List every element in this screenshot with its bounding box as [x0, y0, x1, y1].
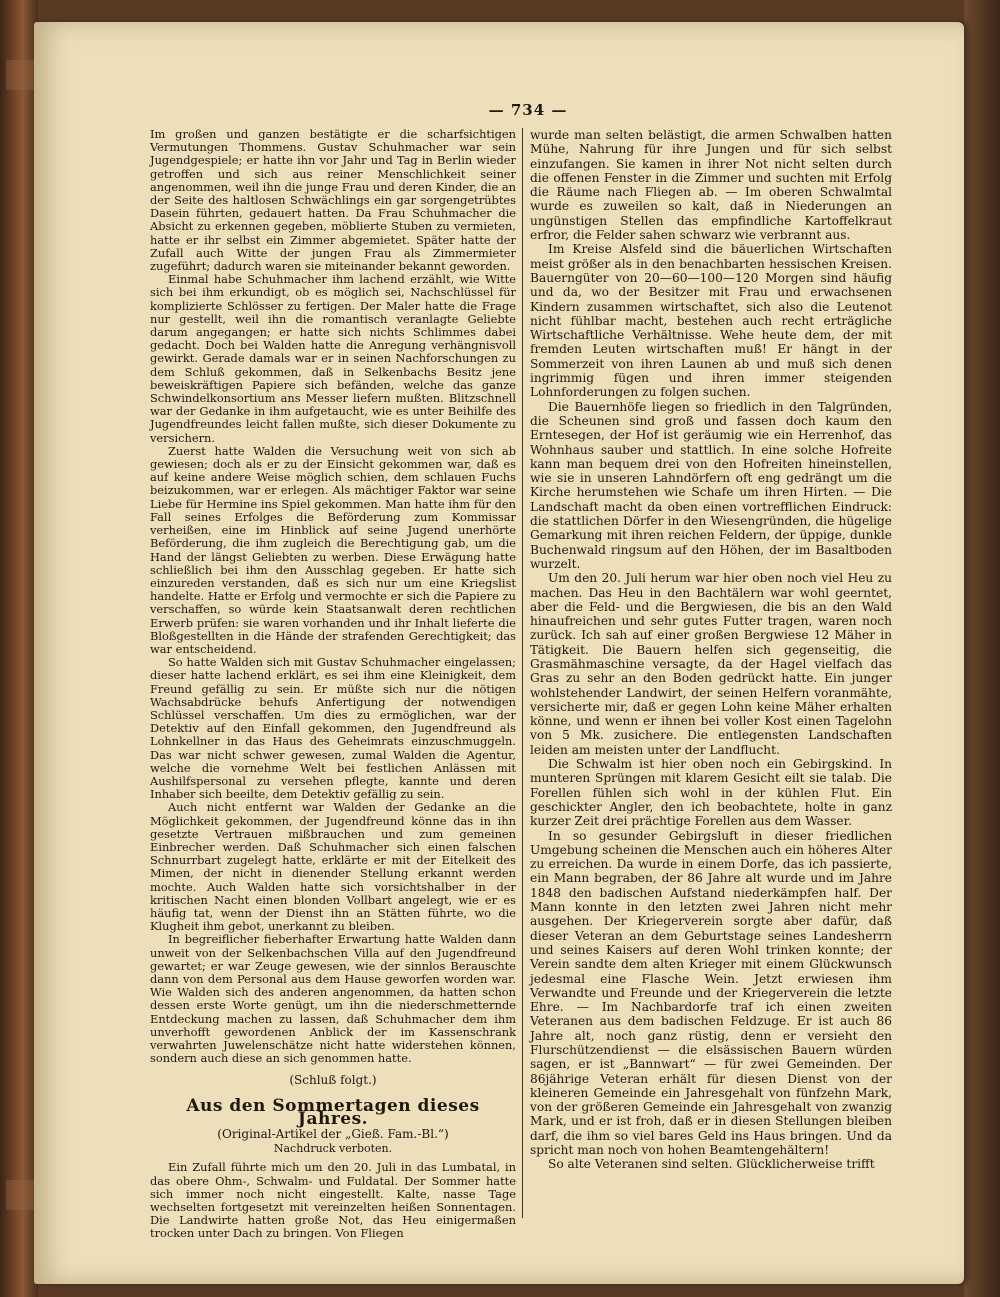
- paragraph: In so gesunder Gebirgsluft in dieser friedlichen Umgebung scheinen die Menschen auch ein höheres Alter zu erreichen. Da wurde in einem Dorfe, das ich passierte, ein Mann begraben, der 86 Jahre alt wurde und im Jahre 1848 den badischen Aufstand niederkämpfen half. Der Mann konnte in den letzten zwei Jahren nicht mehr ausgehen. Der Kriegerverein sorgte aber dafür, daß dieser Veteran an dem Geburtstage seines Landesherrn und seines Kaisers auf deren Wohl trinken konnte; der Verein sandte dem alten Krieger mit einem Glückwunsch jedesmal eine Flasche Wein. Jetzt erwiesen ihm Verwandte und Freunde und der Kriegerverein die letzte Ehre. — Im Nachbardorfe traf ich einen zweiten Veteranen aus dem badischen Feldzuge. Er ist auch 86 Jahre alt, noch ganz rüstig, denn er versieht den Flurschützendienst — die elsässischen Bauern würden sagen, er ist „Bannwart“ — für zwei Gemeinden. Der 86jährige Veteran erhält für diesen Dienst von der kleineren Gemeinde ein Jahresgehalt von fünfzehn Mark, von der größeren Gemeinde ein Jahresgehalt von zwanzig Mark, und er ist froh, daß er in diesen Stellungen bleiben darf, die ihm so viel bares Geld ins Haus bringen. Und da spricht man noch von hohen Beamtengehältern!: [530, 828, 892, 1158]
- paragraph: Um den 20. Juli herum war hier oben noch viel Heu zu machen. Das Heu in den Bachtälern war wohl geerntet, aber die Feld- und die Bergwiesen, die bis an den Wald hinaufreichen und sehr gutes Futter tragen, waren noch zurück. Ich sah auf einer großen Bergwiese 12 Mäher in Tätigkeit. Die Bauern helfen sich gegenseitig, die Grasmähmaschine versagte, da der Hagel vielfach das Gras zu sehr an den Boden gedrückt hatte. Ein junger wohlstehender Landwirt, der seinen Helfern voranmähte, versicherte mir, daß er gegen Lohn keine Mäher erhalten könne, und wenn er ihnen bei voller Kost einen Tagelohn von 5 Mk. zusichere. Die entlegensten Landschaften leiden am meisten unter der Landflucht.: [530, 571, 892, 757]
- paragraph: Auch nicht entfernt war Walden der Gedanke an die Möglichkeit gekommen, der Jugendfreund könne das in ihn gesetzte Vertrauen mißbrauchen und zum gemeinen Einbrecher werden. Daß Schuhmacher sich einen falschen Schnurrbart zugelegt hatte, erklärte er mit der Eitelkeit des Mimen, der nicht in dienender Stellung erkannt werden mochte. Auch Walden hatte sich vorsichtshalber in der kritischen Nacht einen blonden Vollbart angelegt, wie er es häufig tat, wenn der Dienst ihn an Stätten führte, wo die Klugheit ihm gebot, unerkannt zu bleiben.: [150, 800, 516, 934]
- paragraph: In begreiflicher fieberhafter Erwartung hatte Walden dann unweit von der Selkenbachschen Villa auf den Jugendfreund gewartet; er war Zeuge gewesen, wie der sinnlos Berauschte dann von dem Personal aus dem Hause geworfen worden war. Wie Walden sich des anderen angenommen, da hatten schon dessen erste Worte genügt, um ihn die niederschmetternde Entdeckung machen zu lassen, daß Schuhmacher dem ihm unverhofft gewordenen Anblick der im Kassenschrank verwahrten Juwelenschätze nicht hatte widerstehen können, sondern auch diese an sich genommen hatte.: [150, 932, 516, 1066]
- paragraph: Im Kreise Alsfeld sind die bäuerlichen Wirtschaften meist größer als in den benachbarten hessischen Kreisen. Bauerngüter von 20—60—100—120 Morgen sind häufig und da, wo der Besitzer mit Frau und erwachsenen Kindern zusammen wirtschaftet, sich also die Leutenot nicht fühlbar macht, bestehen auch recht erträgliche Wirtschaftliche Verhältnisse. Wehe heute dem, der mit fremden Leuten wirtschaften muß! Er hängt in der Sommerzeit von ihren Launen ab und muß sich denen ingrimmig fügen und ihren immer steigenden Lohnforderungen zu folgen suchen.: [530, 242, 892, 400]
- paragraph: Die Bauernhöfe liegen so friedlich in den Talgründen, die Scheunen sind groß und fassen doch kaum den Erntesegen, der Hof ist geräumig wie ein Herrenhof, das Wohnhaus sauber und stattlich. In eine solche Hofreite kann man bequem drei von den Hofreiten hineinstellen, wie sie in unseren Lahndörfern oft eng gedrängt um die Kirche herumstehen wie Schafe um ihren Hirten. — Die Landschaft macht da oben einen vortrefflichen Eindruck: die stattlichen Dörfer in den Wiesengründen, die hügelige Gemarkung mit ihren reichen Feldern, der üppige, dunkle Buchenwald ringsum auf den Höhen, der im Basaltboden wurzelt.: [530, 399, 892, 571]
- column-divider: [522, 128, 523, 1218]
- paragraph: Im großen und ganzen bestätigte er die scharfsichtigen Vermutungen Thommens. Gustav Schuhmacher war sein Jugendgespiele; er hatte ihn vor Jahr und Tag in Berlin wieder getroffen und sich aus reiner Menschlichkeit seiner angenommen, weil ihn die junge Frau und deren Kinder, die an der Seite des haltlosen Schwächlings ein gar sorgengetrübtes Dasein führten, gedauert hatten. Da Frau Schuhmacher die Absicht zu erkennen gegeben, möblierte Stuben zu vermieten, hatte er ihr selbst ein Zimmer abgemietet. Später hatte der Zufall auch Witte der jungen Frau als Zimmermieter zugeführt; dadurch waren sie miteinander bekannt geworden.: [150, 127, 516, 274]
- page-edge: [964, 0, 1000, 1297]
- book-spine: [0, 0, 38, 1297]
- page-number: — 734 —: [488, 101, 568, 119]
- conclusion-note: (Schluß folgt.): [289, 1073, 377, 1088]
- article-title: Aus den Sommertagen dieses Jahres.: [186, 1095, 480, 1129]
- paragraph: So alte Veteranen sind selten. Glücklicherweise trifft: [548, 1157, 875, 1172]
- right-column: [530, 128, 892, 1172]
- paragraph: Die Schwalm ist hier oben noch ein Gebirgskind. In munteren Sprüngen mit klarem Gesicht eilt sie talab. Die Forellen fühlen sich wohl in der kühlen Flut. Ein geschickter Angler, den ich beobachtete, holte in ganz kurzer Zeit drei prächtige Forellen aus dem Wasser.: [530, 757, 892, 829]
- paragraph: Ein Zufall führte mich um den 20. Juli in das Lumbatal, in das obere Ohm-, Schwalm- und Fuldatal. Der Sommer hatte sich immer noch nicht eingestellt. Kalte, nasse Tage wechselten fortgesetzt mit vereinzelten heißen Sonnentagen. Die Landwirte hatten große Not, das Heu einigermaßen trocken unter Dach zu bringen. Von Fliegen: [150, 1160, 516, 1241]
- paragraph: wurde man selten belästigt, die armen Schwalben hatten Mühe, Nahrung für ihre Jungen und für sich selbst einzufangen. Sie kamen in ihrer Not nicht selten durch die offenen Fenster in die Zimmer und suchten mit Erfolg die Räume nach Fliegen ab. — Im oberen Schwalmtal wurde es zuweilen so kalt, daß in Niederungen an ungünstigen Stellen das empfindliche Kartoffelkraut erfror, die Felder sahen schwarz wie verbrannt aus.: [530, 128, 892, 243]
- article-subtitle: (Original-Artikel der „Gieß. Fam.-Bl.“): [217, 1127, 449, 1142]
- left-column: [150, 128, 516, 1241]
- paragraph: Zuerst hatte Walden die Versuchung weit von sich ab gewiesen; doch als er zu der Einsicht gekommen war, daß es auf keine andere Weise möglich schien, dem schlauen Fuchs beizukommen, war er erlegen. Als mächtiger Faktor war seine Liebe für Hermine ins Spiel gekommen. Man hatte ihm für den Fall seines Erfolges die Beförderung zum Kommissar verheißen, eine im Hinblick auf seine Jugend unerhörte Beförderung, die ihm zugleich die Berechtigung gab, um die Hand der längst Geliebten zu werben. Diese Erwägung hatte schließlich bei ihm den Ausschlag gegeben. Er hatte sich einzureden verstanden, daß es sich nur um eine Kriegslist handelte. Hatte er Erfolg und vermochte er sich die Papiere zu verschaffen, so würde kein Staatsanwalt deren rechtlichen Erwerb prüfen: sie waren vorhanden und ihr Inhalt lieferte die Bloßgestellten in die Hände der strafenden Gerechtigkeit; das war entscheidend.: [150, 443, 516, 656]
- paragraph: So hatte Walden sich mit Gustav Schuhmacher eingelassen; dieser hatte lachend erklärt, es sei ihm eine Kleinigkeit, dem Freund gefällig zu sein. Er müßte sich nur die nötigen Wachsabdrücke behufs Anfertigung der notwendigen Schlüssel verschaffen. Um dies zu ermöglichen, war der Detektiv auf den Einfall gekommen, den Jugendfreund als Lohnkellner in das Haus des Geheimrats einzuschmuggeln. Das war nicht schwer gewesen, zumal Walden die Agentur, welche die vornehme Welt bei festlichen Anlässen mit Aushilfspersonal zu versehen pflegte, kannte und deren Inhaber sich beeilte, dem Detektiv gefällig zu sein.: [150, 655, 516, 802]
- reprint-note: Nachdruck verboten.: [273, 1142, 393, 1156]
- paragraph: Einmal habe Schuhmacher ihm lachend erzählt, wie Witte sich bei ihm erkundigt, ob es möglich sei, Nachschlüssel für komplizierte Schlösser zu fertigen. Der Maler hatte die Frage nur gestellt, weil ihn die romantisch veranlagte Geliebte darum angegangen; er hatte sich nichts Schlimmes dabei gedacht. Doch bei Walden hatte die Anregung verhängnisvoll gewirkt. Gerade damals war er in seinen Nachforschungen zu dem Schluß gekommen, daß in Selkenbachs Besitz jene beweiskräftigen Papiere sich befänden, welche das ganze Schwindelkonsortium ans Messer liefern mußten. Blitzschnell war der Gedanke in ihm aufgetaucht, wie es unter Beihilfe des Jugendfreundes leicht fallen mußte, sich dieser Dokumente zu versichern.: [150, 272, 516, 445]
